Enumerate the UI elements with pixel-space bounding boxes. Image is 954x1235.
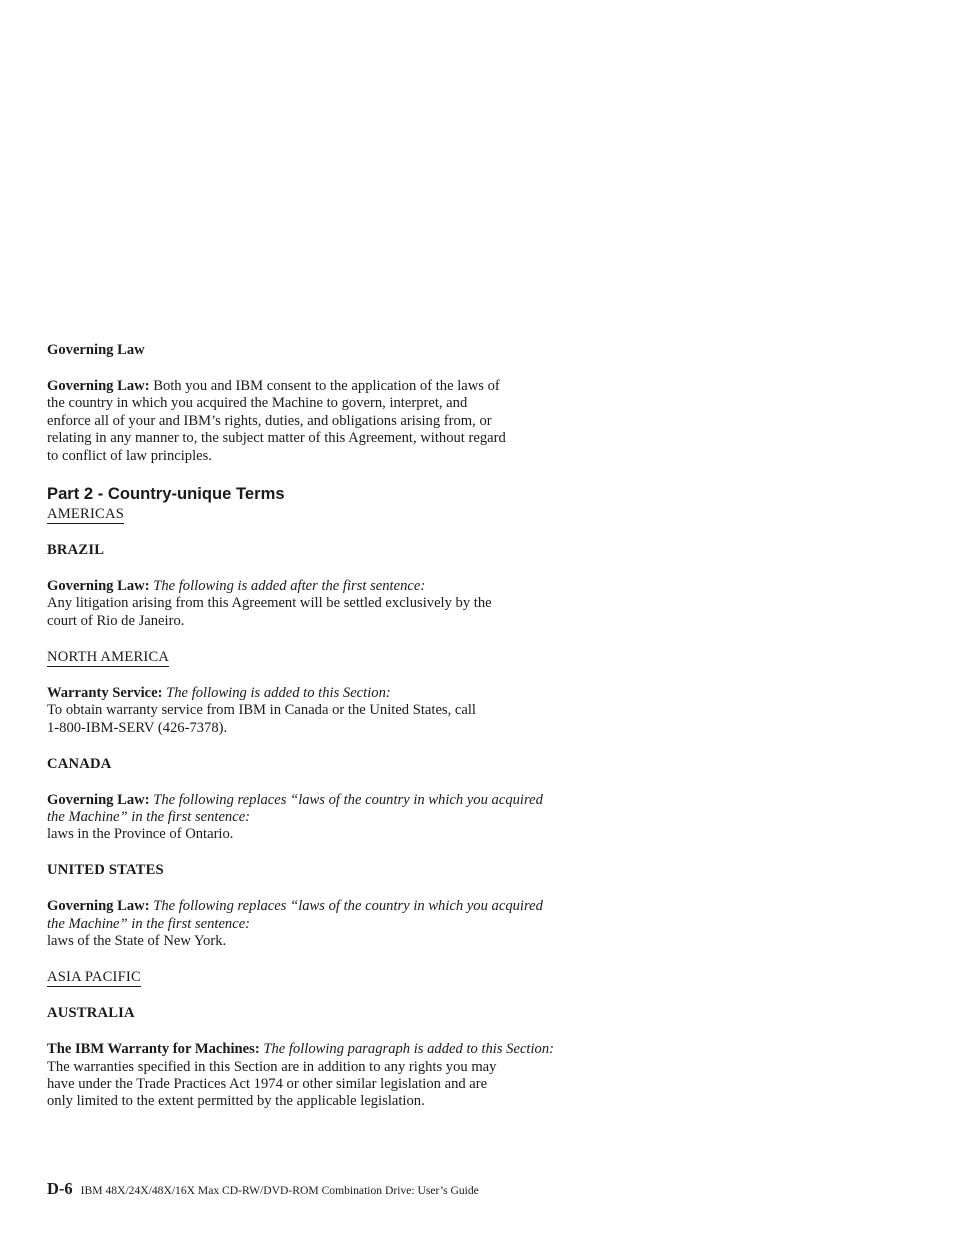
australia-line-2: have under the Trade Practices Act 1974 or other similar legislation and are (47, 1076, 488, 1093)
page-footer (47, 1180, 479, 1199)
australia-line-3: only limited to the extent permitted by the applicable legislation. (47, 1093, 425, 1110)
brazil-paragraph (47, 578, 567, 630)
warranty-service-line-1: To obtain warranty service from IBM in Canada or the United States, call (47, 702, 476, 719)
document-title: IBM 48X/24X/48X/16X Max CD-RW/DVD-ROM Combination Drive: User’s Guide (80, 1184, 479, 1197)
brazil-intro: The following is added after the first sentence: (149, 578, 426, 595)
warranty-service-label: Warranty Service: (47, 684, 163, 701)
warranty-service-line-2: 1-800-IBM-SERV (426-7378). (47, 719, 228, 736)
country-united-states: UNITED STATES (47, 862, 164, 879)
canada-paragraph (47, 792, 567, 844)
united-states-text: laws of the State of New York. (47, 933, 227, 950)
australia-line-1: The warranties specified in this Section are in addition to any rights you may (47, 1058, 497, 1075)
governing-law-paragraph (47, 378, 567, 465)
governing-law-line-2: the country in which you acquired the Machine to govern, interpret, and (47, 395, 468, 412)
canada-text: laws in the Province of Ontario. (47, 826, 234, 843)
region-americas: AMERICAS (47, 506, 125, 523)
governing-law-line-5: to conflict of law principles. (47, 447, 212, 464)
australia-label: The IBM Warranty for Machines: (47, 1041, 260, 1058)
united-states-paragraph (47, 898, 567, 950)
canada-label: Governing Law: (47, 791, 150, 808)
governing-law-line-3: enforce all of your and IBM’s rights, duties, and obligations arising from, or (47, 412, 492, 429)
country-brazil: BRAZIL (47, 542, 105, 559)
page-content (47, 342, 567, 1111)
canada-intro-2: the Machine” in the first sentence: (47, 809, 251, 826)
region-north-america: NORTH AMERICA (47, 648, 170, 665)
united-states-intro-2: the Machine” in the first sentence: (47, 915, 251, 932)
united-states-label: Governing Law: (47, 898, 150, 915)
brazil-label: Governing Law: (47, 578, 150, 595)
brazil-line-2: court of Rio de Janeiro. (47, 612, 185, 629)
part2-title: Part 2 - Country-unique Terms (47, 484, 285, 504)
region-asia-pacific: ASIA PACIFIC (47, 969, 141, 986)
australia-paragraph (47, 1041, 567, 1111)
warranty-service-intro: The following is added to this Section: (162, 684, 391, 701)
country-australia: AUSTRALIA (47, 1005, 135, 1022)
canada-intro-1: The following replaces “laws of the country in which you acquired (149, 791, 543, 808)
australia-intro: The following paragraph is added to this Section: (259, 1041, 554, 1058)
governing-law-heading: Governing Law (47, 342, 145, 358)
governing-law-line-1: Both you and IBM consent to the application of the laws of (149, 377, 500, 394)
governing-law-line-4: relating in any manner to, the subject matter of this Agreement, without regard (47, 430, 506, 447)
warranty-service-paragraph (47, 685, 567, 737)
governing-law-label: Governing Law: (47, 377, 150, 394)
brazil-line-1: Any litigation arising from this Agreement will be settled exclusively by the (47, 595, 492, 612)
page-number: D-6 (47, 1179, 73, 1198)
united-states-intro-1: The following replaces “laws of the country in which you acquired (149, 898, 543, 915)
country-canada: CANADA (47, 755, 112, 772)
